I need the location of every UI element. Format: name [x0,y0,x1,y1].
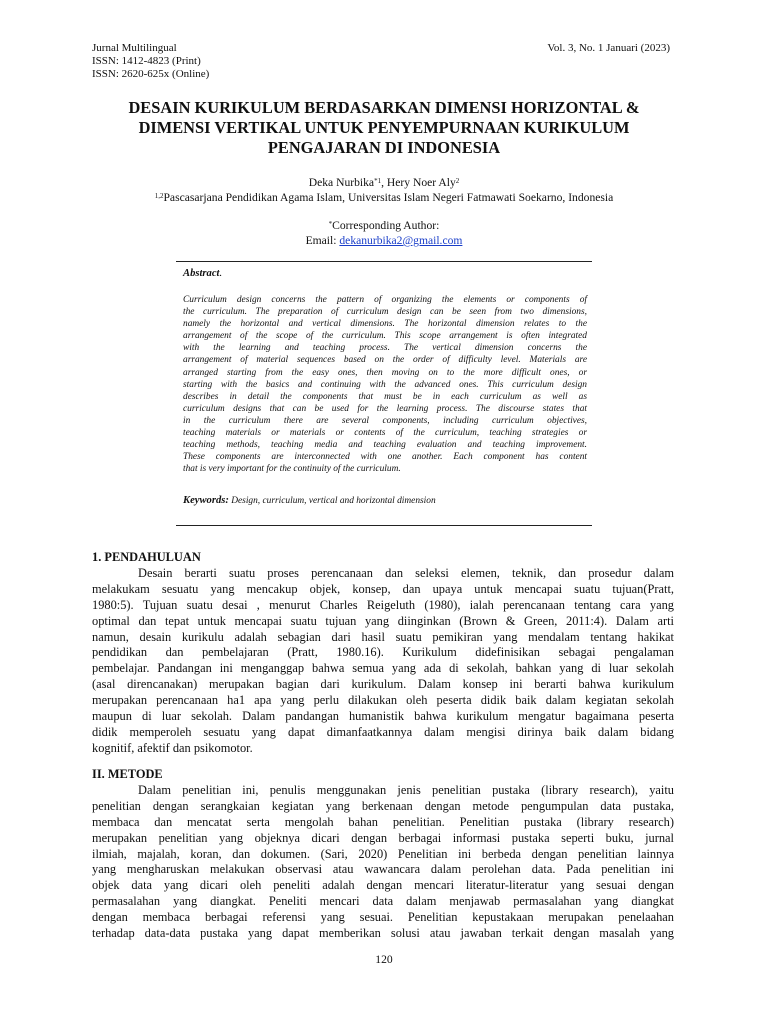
abstract-line: in the curriculum there are several components, including curriculum objectives, [183,415,587,426]
issn-print: ISSN: 1412-4823 (Print) [92,55,201,67]
abstract-line: Curriculum design concerns the pattern of organizing the elements or components of [183,295,587,305]
email-link[interactable]: dekanurbika2@gmail.com [339,234,463,247]
author-line [92,176,676,190]
section-heading-metode: II. METODE [92,767,163,781]
body-line: 1980:5). Tujuan suatu desai , menurut Charles Reigeluth (1980), ialah perencanaan tentang cara yang [92,597,674,612]
abstract-line: describes in detail the components that must be in each curriculum as well as [183,391,587,402]
issn-online: ISSN: 2620-625x (Online) [92,68,210,80]
abstract-line: the curriculum. The preparation of curriculum design can be seen from two dimensions, [183,307,587,318]
body-line: namun, desain kurikulu adalah sebagian dari hasil suatu pemikiran yang mendalam tentang hakikat [92,629,674,644]
abstract-line: arrangement of the scope of the curriculum. This scope arrangement is often integrated [183,331,587,342]
section-heading-pendahuluan: 1. PENDAHULUAN [92,550,201,564]
abstract-bottom-rule [176,525,592,526]
body-line: (asal direncanakan) merupakan bagian dari kurikulum. Dalam konsep ini berarti bahwa kurikulum [92,677,674,692]
abstract-line: arranged starting from the easy ones, then moving on to the more difficult ones, or [183,367,587,378]
keywords-label: Keywords: [183,495,229,506]
body-line: merupakan perencanaan ha1 apa yang perlu dilakukan oleh peserta didik baik dalam kegiatan sekolah [92,693,674,708]
corresponding-sup: * [328,220,333,228]
author-name: Hery Noer Aly [386,176,456,189]
corresponding-author [92,219,676,233]
keywords [183,495,436,506]
running-header [92,42,670,81]
abstract-body [183,294,587,475]
abstract-line: These components are interconnected with one another. Each component has content [183,452,587,463]
body-line: melakukam sesuatu yang mencakup objek, konsep, dan upaya untuk mencapai suatu tujuan(Pratt, [92,581,674,596]
title-line: DIMENSI VERTIKAL UNTUK PENYEMPURNAAN KURIKULUM [138,118,630,137]
abstract-top-rule [176,261,592,262]
keywords-text: Design, curriculum, vertical and horizontal dimension [228,496,436,506]
email-line [92,234,676,248]
abstract-line: with the learning and teaching process. The vertical dimension concerns the [183,343,587,354]
body-line: maupun di luar sekolah. Dalam pandangan humanistik bahwa kurikulum mengatur bagaimana peserta [92,709,674,724]
body-line: membaca dan mencatat serta mengolah bahan penelitian. Penelitian pustaka (library research) [92,814,674,829]
body-line: terhadap data-data pustaka yang dapat memberikan solusi atau jawaban terkait dengan masalah yang [92,926,674,941]
body-line: ilmiah, majalah, koran, dan dokumen. (Sari, 2020) Penelitian ini berbeda dengan penelitian lainnya [92,846,674,861]
body-line: Dalam penelitian ini, penulis menggunakan jenis penelitian pustaka (library research), yaitu [138,783,674,797]
body-line: yang mengharuskan melakukan observasi atau wawancara dalam perolehan data. Pada penelitian ini [92,862,674,877]
affiliation-text: Pascasarjana Pendidikan Agama Islam, Universitas Islam Negeri Fatmawati Soekarno, Indonesia [163,191,614,204]
author-sup: *1 [374,177,382,185]
affiliation [92,191,676,205]
body-line: permasalahan yang diangkat. Peneliti mencari data dalam menjawab permasalahan yang diangkat [92,894,674,909]
abstract-line: teaching methods, teaching media and teaching evaluation and teaching improvement. [183,440,587,451]
body-line: didik memperoleh sesuatu yang dapat dimanfaatkannya dalam mengisi dirinya baik dalam bidang [92,724,674,739]
section-body-pendahuluan [92,566,674,757]
body-line: penelitian dengan serangkaian kegiatan yang berkenaan dengan metode pengumpulan data pustaka, [92,798,674,813]
abstract-line: curriculum designs that can be used for the learning process. The discourse states that [183,403,587,414]
abstract-line: arrangement of material sequences based on the order of difficulty level. Materials are [183,355,587,366]
abstract-line: starting with the basics and continuing with the advanced ones. This curriculum design [183,379,587,390]
body-line: Desain berarti suatu proses perencanaan dan seleksi elemen, teknik, dan prosedur dalam [138,566,674,580]
body-line: optimal dan tepat untuk mencapai suatu tujuan yang diinginkan (Brown & Green, 2011:4). Dalam arti [92,613,674,628]
abstract-line: that is very important for the continuity of the curriculum. [183,464,401,475]
body-line: pendidikan dan pembelajaran (Pratt, 1980.16). Kurikulum didefinisikan sebagai pengalaman [92,645,674,660]
author-name: Deka Nurbika [308,176,375,189]
section-body-metode [92,783,674,942]
volume-info: Vol. 3, No. 1 Januari (2023) [547,42,670,54]
corresponding-label: Corresponding Author: [332,219,440,232]
abstract-heading-text: Abstract [183,268,220,279]
body-line: dengan membaca berbagai referensi yang sesuai. Penelitian kepustakaan merupakan penelaahan [92,910,674,925]
abstract-line: teaching materials or materials or contents of the curriculum, teaching strategies or [183,428,587,439]
journal-name: Jurnal Multilingual [92,42,177,54]
body-line: objek data yang dicari oleh peneliti adalah dengan mencari literatur-literatur yang sesuai dengan [92,878,674,893]
abstract-heading-dot: . [219,268,223,279]
author-sup: 2 [455,177,460,185]
abstract-heading [183,268,222,279]
title-line: PENGAJARAN DI INDONESIA [267,138,501,157]
paper-title [92,98,676,158]
affiliation-sup: 1,2 [154,192,164,200]
title-line: DESAIN KURIKULUM BERDASARKAN DIMENSI HORIZONTAL & [128,98,640,117]
body-line: pembelajar. Pandangan ini menganggap bahwa semua yang ada di sekolah, bahkan yang di luar sekolah [92,661,674,676]
email-label: Email: [305,234,340,247]
body-line: kognitif, afektif dan psikomotor. [92,740,253,755]
abstract-line: namely the horizontal and vertical dimensions. The horizontal dimension relates to the [183,319,587,330]
page-number: 120 [375,953,393,966]
body-line: merupakan penelitian yang objeknya dicari dengan berbagai informasi pustaka seperti buku, jurnal [92,830,674,845]
author-separator: , [381,176,387,189]
